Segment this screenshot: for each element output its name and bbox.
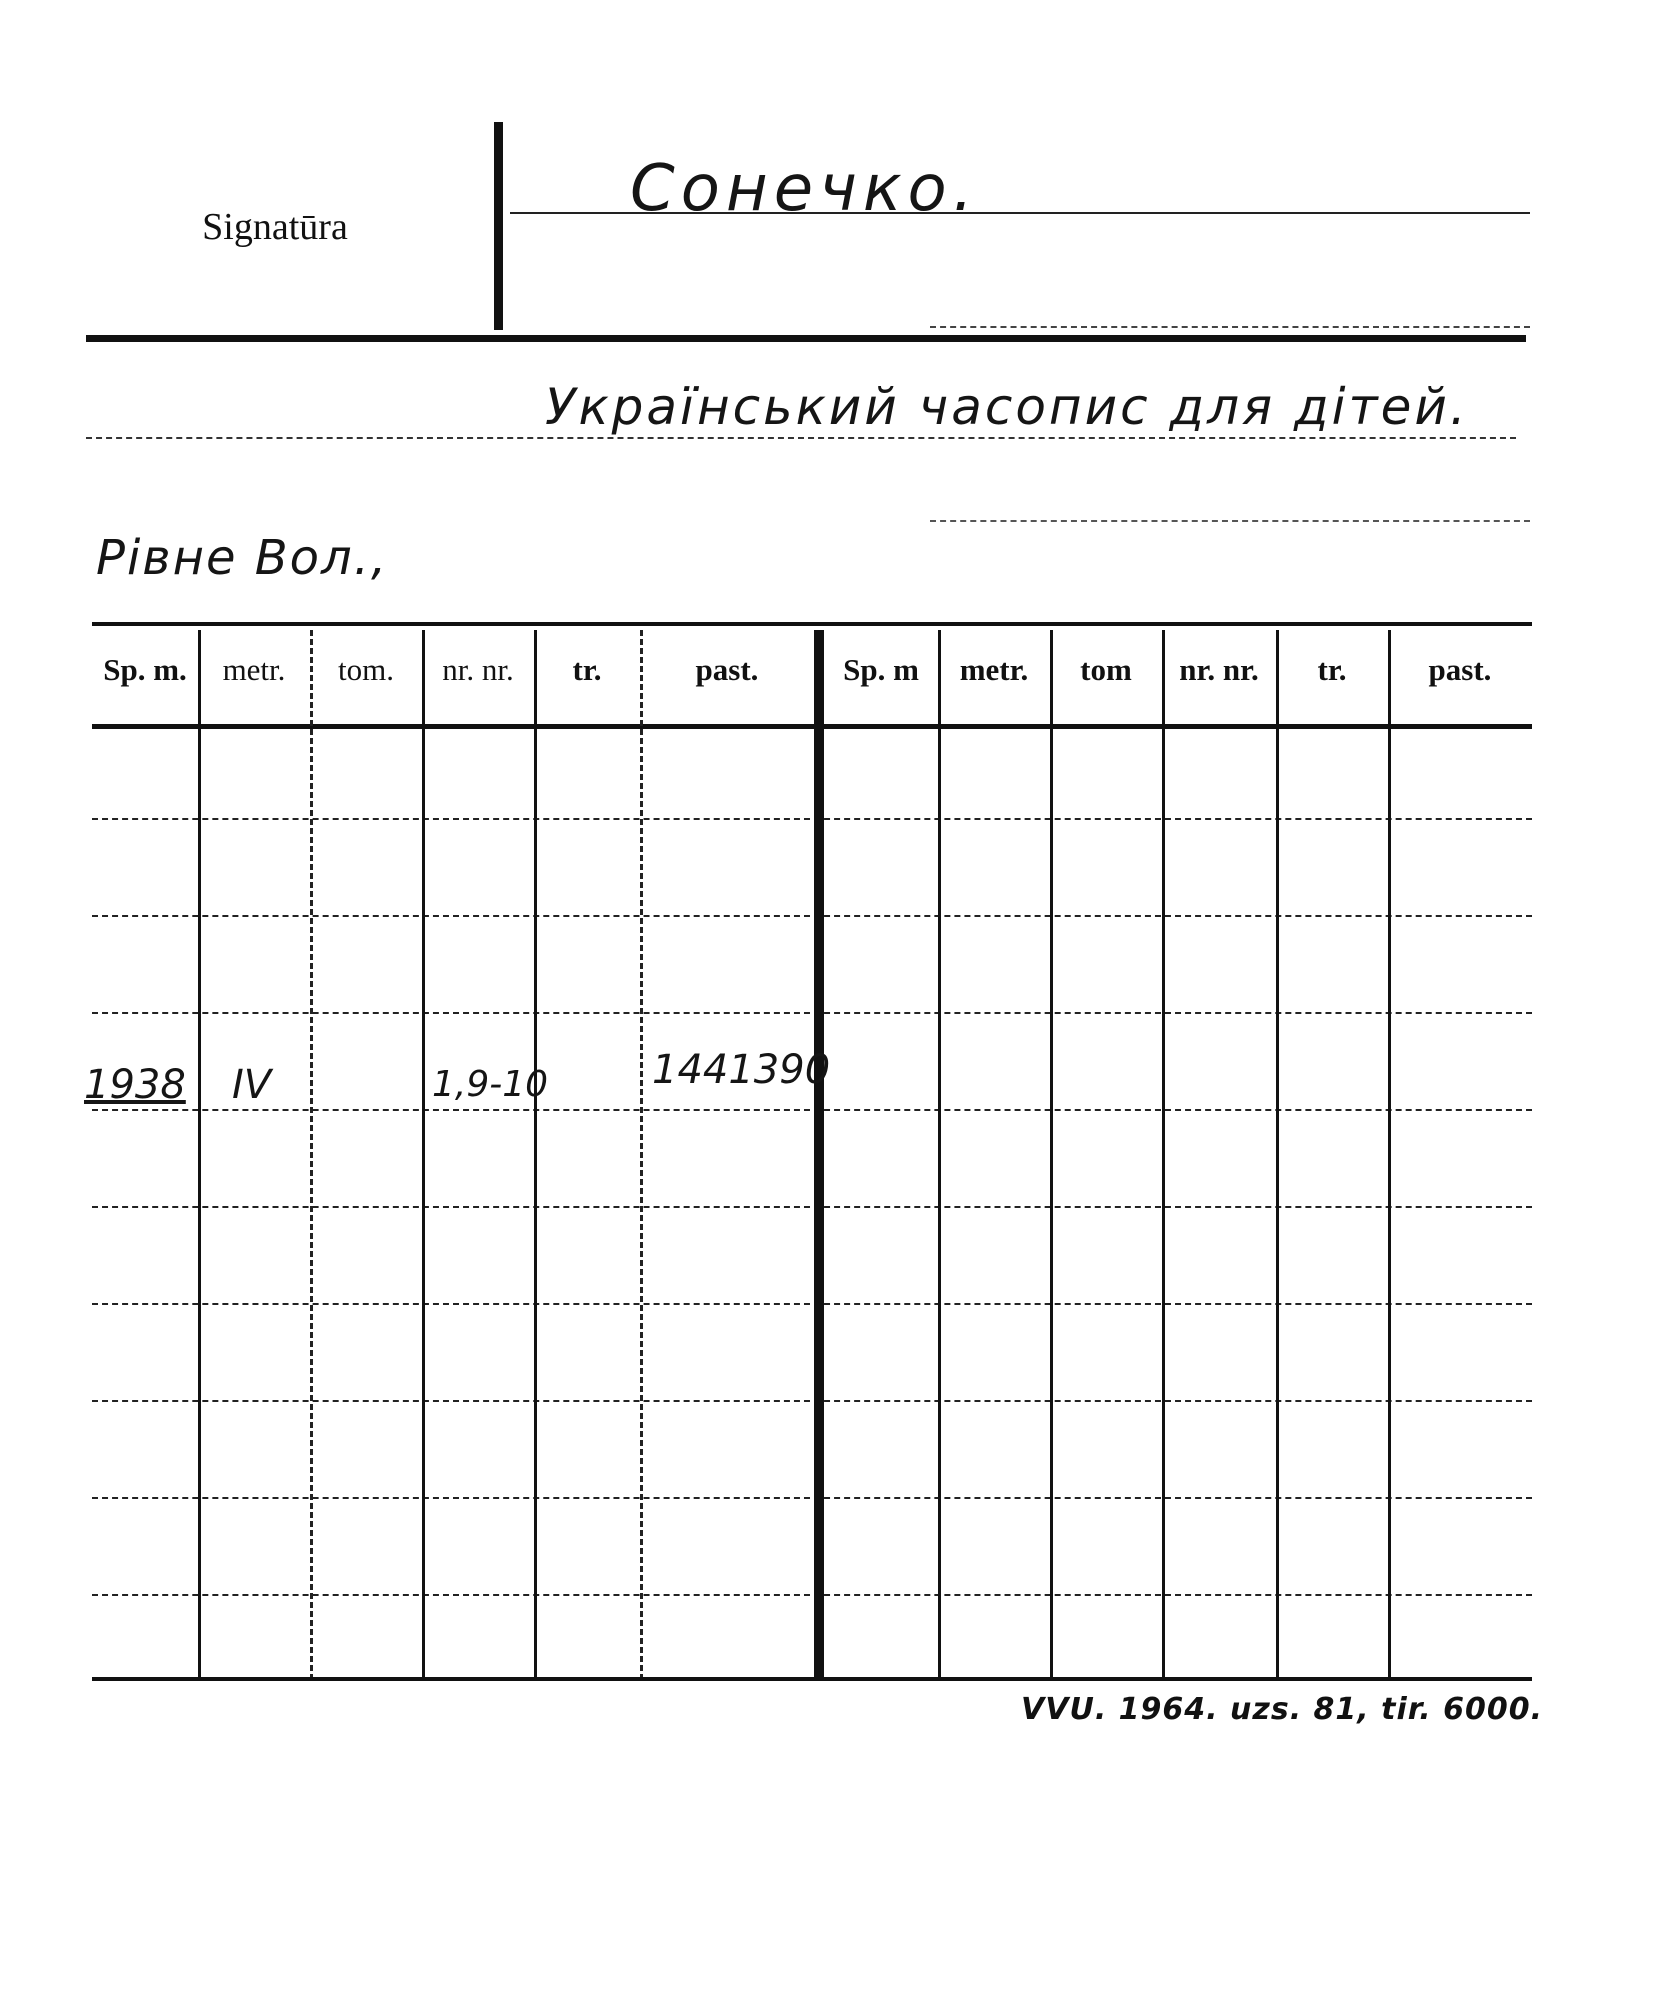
column-line: [310, 630, 313, 1680]
signatura-label: Signatūra: [202, 206, 348, 248]
header-bottom-rule: [86, 335, 1526, 342]
row-line: [92, 818, 1532, 820]
cell-sp-m: 1938: [84, 1062, 186, 1108]
header-past: past.: [695, 652, 759, 687]
title-underline: [86, 437, 1516, 439]
place-top-line: [930, 520, 1530, 522]
row-line: [92, 1594, 1532, 1596]
signatura-value: Сонечко.: [630, 152, 980, 226]
header-nr-nr-right: nr. nr.: [1179, 652, 1259, 687]
column-line: [198, 630, 201, 1680]
column-line: [1276, 630, 1279, 1680]
column-line: [1388, 630, 1391, 1680]
header-sp-m-right: Sp. m: [843, 652, 919, 687]
header-tr-right: tr.: [1317, 652, 1347, 687]
column-line: [938, 630, 941, 1680]
row-line: [92, 1303, 1532, 1305]
printer-note: VVU. 1964. uzs. 81, tir. 6000.: [1021, 1692, 1543, 1727]
row-line: [92, 915, 1532, 917]
register-table: [84, 622, 1532, 1682]
row-line: [92, 1109, 1532, 1111]
cell-past: 1441390: [652, 1047, 831, 1093]
cell-metr: IV: [232, 1062, 272, 1108]
header-nr-nr: nr. nr.: [442, 652, 514, 687]
publication-place: Рівне Вол.,: [96, 530, 389, 586]
header-tr: tr.: [572, 652, 602, 687]
signatura-underline: [510, 212, 1530, 214]
column-line: [534, 630, 537, 1680]
table-header-rule: [92, 724, 1532, 729]
header-dashed-line: [930, 326, 1530, 328]
journal-title: Український часопис для дітей.: [545, 378, 1469, 436]
header-past-right: past.: [1428, 652, 1492, 687]
header-sp-m: Sp. m.: [103, 652, 187, 687]
column-line: [640, 630, 643, 1680]
signatura-divider: [494, 122, 503, 330]
row-line: [92, 1206, 1532, 1208]
column-line: [422, 630, 425, 1680]
table-bottom-rule: [92, 1677, 1532, 1681]
row-line: [92, 1497, 1532, 1499]
header-metr-right: metr.: [959, 652, 1029, 687]
header-metr: metr.: [222, 652, 286, 687]
header-tom: tom.: [338, 652, 394, 687]
column-line: [1162, 630, 1165, 1680]
row-line: [92, 1012, 1532, 1014]
center-divider: [814, 630, 824, 1680]
header-tom-right: tom: [1080, 652, 1132, 687]
row-line: [92, 1400, 1532, 1402]
table-top-rule: [92, 622, 1532, 626]
column-line: [1050, 630, 1053, 1680]
cell-nr-nr: 1,9-10: [432, 1064, 549, 1105]
